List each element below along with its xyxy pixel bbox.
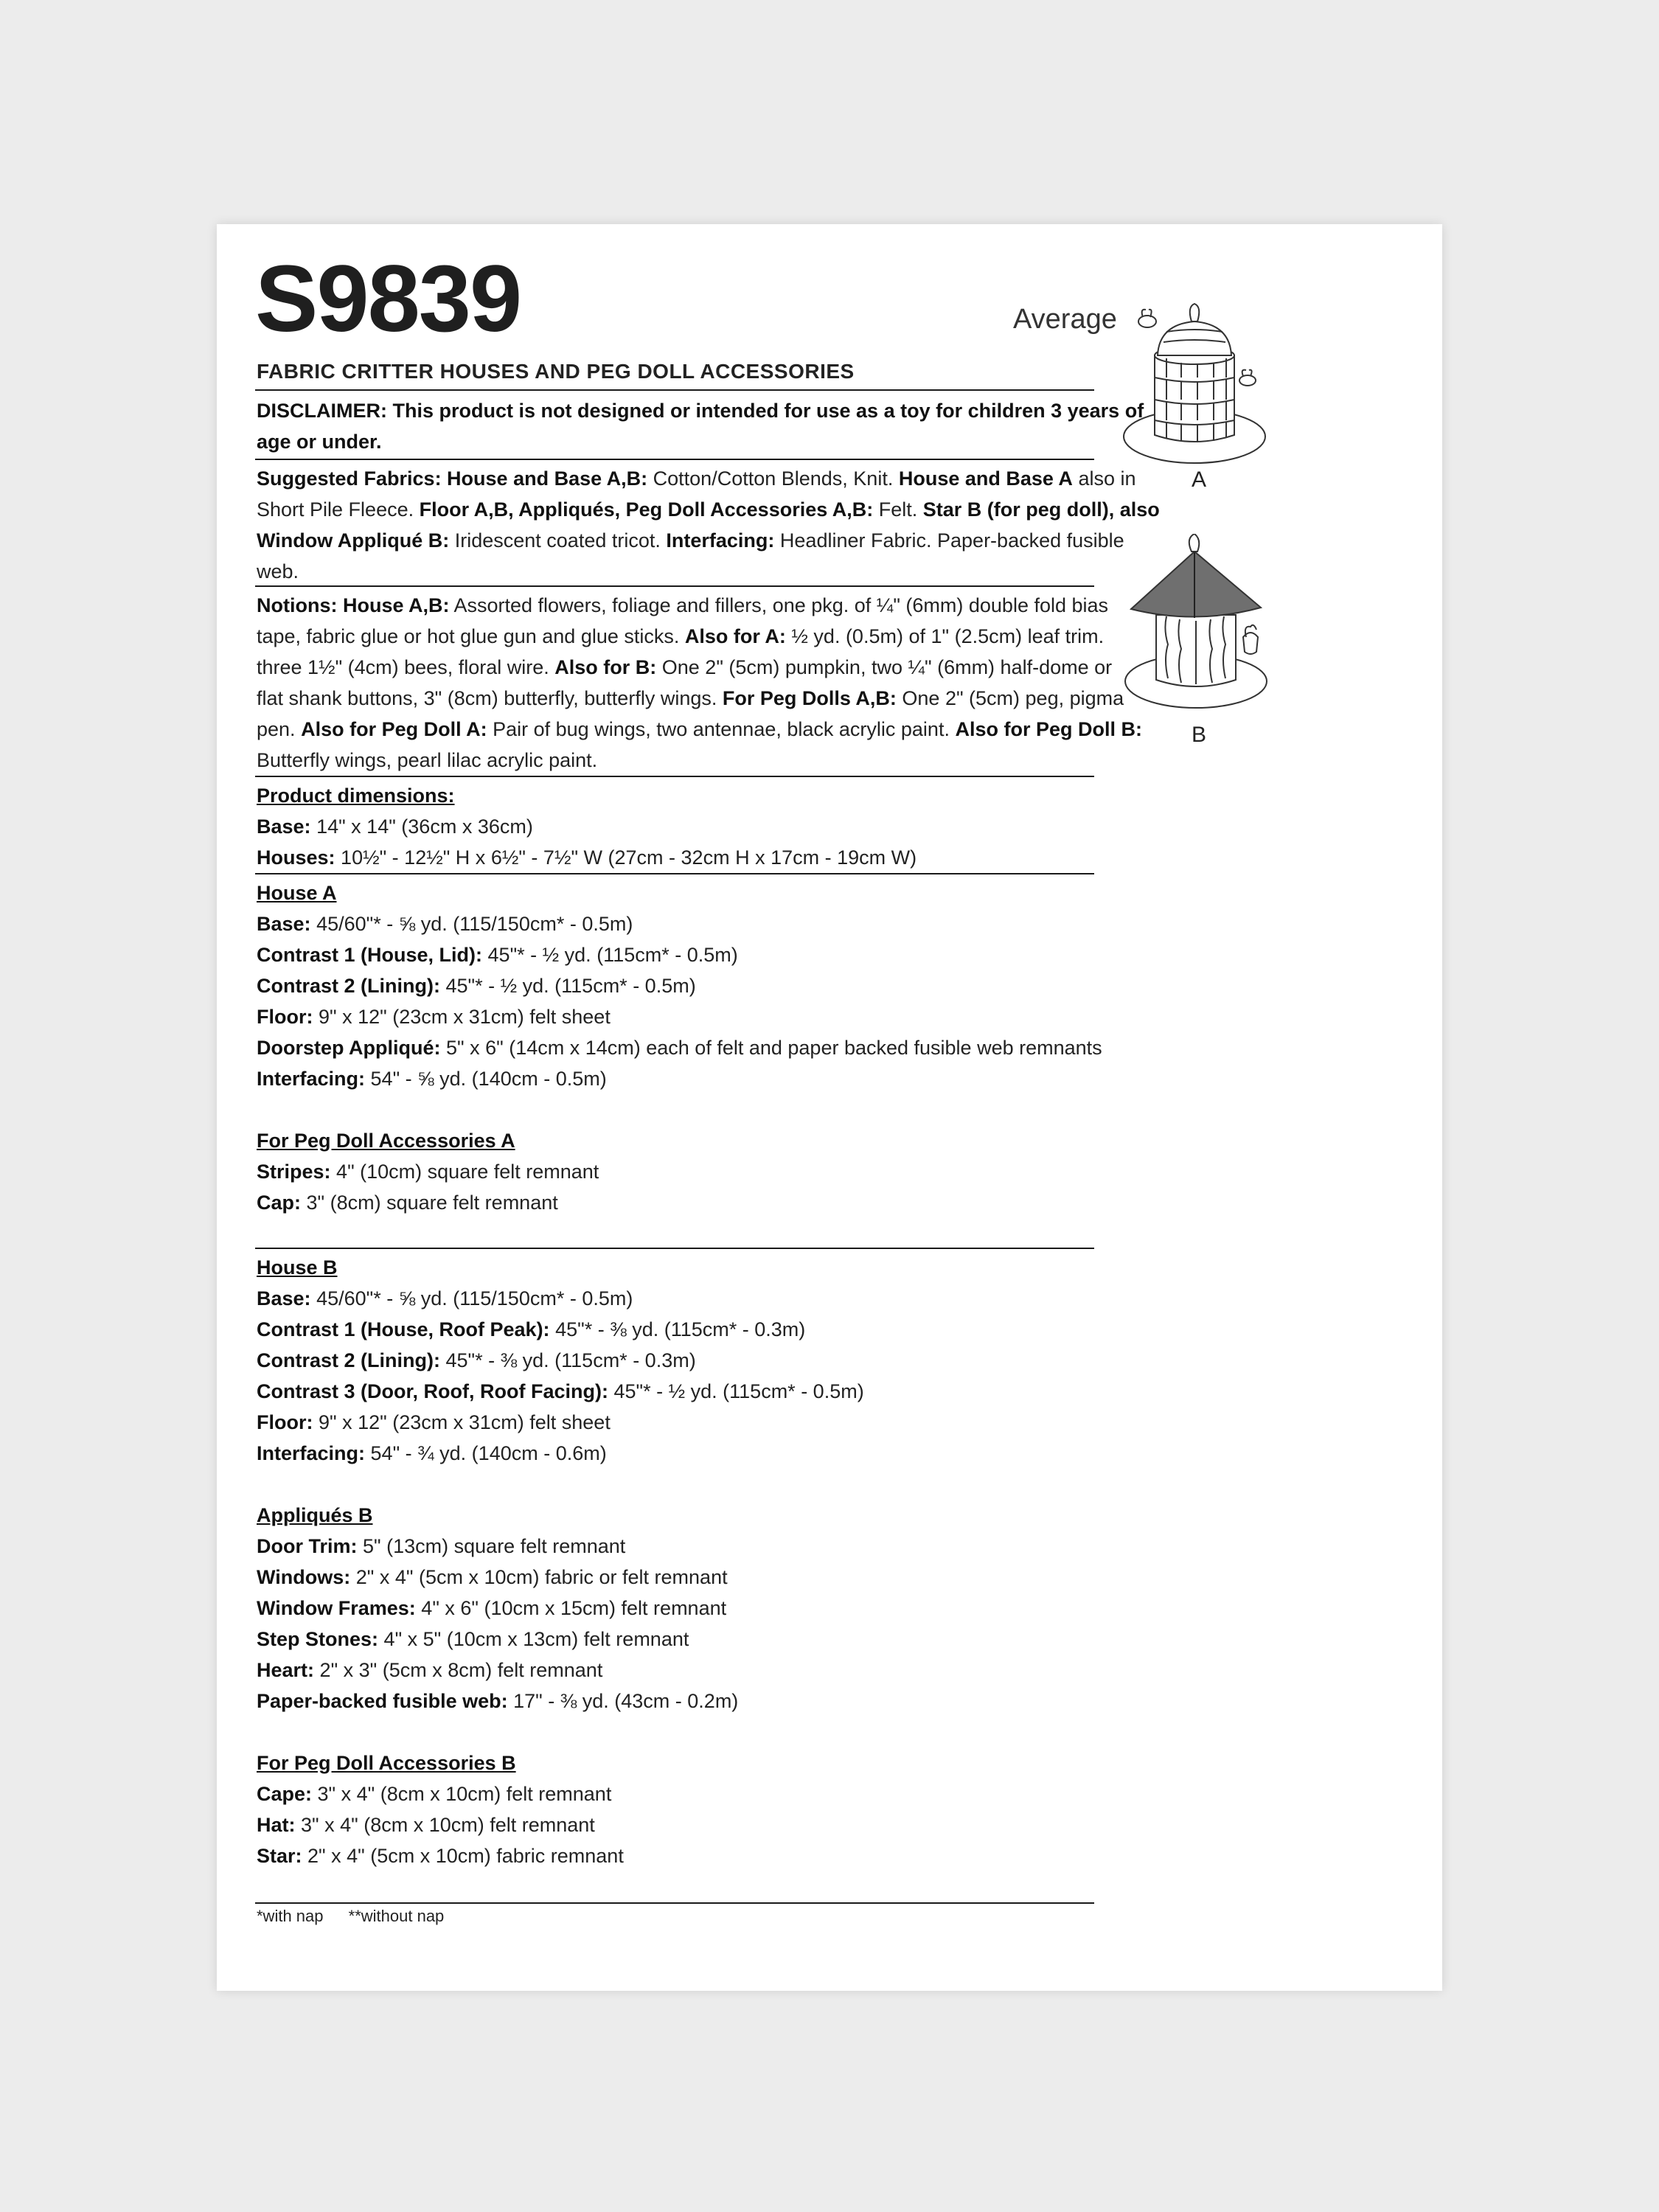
divider <box>255 1248 1094 1249</box>
divider <box>255 459 1094 460</box>
house-b-requirements <box>257 1252 1091 1469</box>
list-item: Interfacing: 54" - ¾ yd. (140cm - 0.6m) <box>257 1442 607 1464</box>
divider <box>255 585 1094 587</box>
list-item: Interfacing: 54" - ⅝ yd. (140cm - 0.5m) <box>257 1068 607 1090</box>
view-b-label: B <box>1191 723 1206 747</box>
list-item: Doorstep Appliqué: 5" x 6" (14cm x 14cm) each of felt and paper backed fusible web remnants <box>257 1037 1102 1059</box>
applique-b-requirements <box>257 1500 1091 1717</box>
list-item: Contrast 2 (Lining): 45"* - ½ yd. (115cm* - 0.5m) <box>257 975 696 997</box>
view-a-house-illustration <box>1121 296 1276 467</box>
section-heading: Appliqués B <box>257 1504 373 1526</box>
notions: Notions: House A,B: Assorted flowers, foliage and fillers, one pkg. of ¼" (6mm) double fold bias tape, fabric glue or hot glue gun and glue sticks. Also for A: ½ yd. (0.5m) of 1" (2.5cm) leaf trim. three 1½" (4cm) bees, floral wire. Also for B: One 2" (5cm) pumpkin, two ¼" (6mm) half-dome or flat shank buttons, 3" (8cm) butterfly, butterfly wings. For Peg Dolls A,B: One 2" (5cm) peg, pigma pen. Also for Peg Doll A: Pair of bug wings, two antennae, black acrylic paint. Also for Peg Doll B: Butterfly wings, pearl lilac acrylic paint. <box>257 594 1142 771</box>
suggested-fabrics: Suggested Fabrics: House and Base A,B: Cotton/Cotton Blends, Knit. House and Base A also in Short Pile Fleece. Floor A,B, Appliqués, Peg Doll Accessories A,B: Felt. Star B (for peg doll), also Window Appliqué B: Iridescent coated tricot. Interfacing: Headliner Fabric. Paper-backed fusible web. <box>257 467 1160 582</box>
list-item: Contrast 1 (House, Roof Peak): 45"* - ⅜ yd. (115cm* - 0.3m) <box>257 1318 806 1340</box>
list-item: Heart: 2" x 3" (5cm x 8cm) felt remnant <box>257 1659 603 1681</box>
difficulty-level: Average <box>1013 304 1117 335</box>
disclaimer: DISCLAIMER: This product is not designed or intended for use as a toy for children 3 years of age or under. <box>257 400 1144 453</box>
list-item: Cape: 3" x 4" (8cm x 10cm) felt remnant <box>257 1783 612 1805</box>
footnote-with-nap: *with nap <box>257 1907 324 1925</box>
list-item: Base: 45/60"* - ⅝ yd. (115/150cm* - 0.5m) <box>257 1287 633 1310</box>
pattern-envelope-back <box>217 224 1442 1991</box>
section-heading: House A <box>257 882 337 904</box>
product-dimensions: Product dimensions: Base: 14" x 14" (36cm x 36cm) Houses: 10½" - 12½" H x 6½" - 7½" W (27cm - 32cm H x 17cm - 19cm W) <box>257 785 917 869</box>
peg-doll-a-requirements <box>257 1125 1091 1218</box>
section-heading: Product dimensions: <box>257 785 455 807</box>
disclaimer-label: DISCLAIMER: <box>257 400 387 422</box>
list-item: Contrast 3 (Door, Roof, Roof Facing): 45"* - ½ yd. (115cm* - 0.5m) <box>257 1380 864 1402</box>
list-item: Contrast 1 (House, Lid): 45"* - ½ yd. (115cm* - 0.5m) <box>257 944 738 966</box>
list-item: Cap: 3" (8cm) square felt remnant <box>257 1192 558 1214</box>
list-item: Stripes: 4" (10cm) square felt remnant <box>257 1161 599 1183</box>
view-a-label: A <box>1191 467 1206 492</box>
section-heading: House B <box>257 1256 338 1279</box>
divider <box>255 873 1094 874</box>
divider <box>255 1902 1094 1904</box>
list-item: Contrast 2 (Lining): 45"* - ⅜ yd. (115cm* - 0.3m) <box>257 1349 696 1371</box>
section-heading: For Peg Doll Accessories A <box>257 1130 515 1152</box>
list-item: Floor: 9" x 12" (23cm x 31cm) felt sheet <box>257 1006 611 1028</box>
pattern-title: FABRIC CRITTER HOUSES AND PEG DOLL ACCESSORIES <box>257 360 855 383</box>
list-item: Hat: 3" x 4" (8cm x 10cm) felt remnant <box>257 1814 595 1836</box>
view-b-house-illustration <box>1121 534 1276 715</box>
list-item: Star: 2" x 4" (5cm x 10cm) fabric remnant <box>257 1845 624 1867</box>
divider <box>255 776 1094 777</box>
list-item: Door Trim: 5" (13cm) square felt remnant <box>257 1535 626 1557</box>
peg-doll-b-requirements <box>257 1747 1091 1871</box>
section-heading: For Peg Doll Accessories B <box>257 1752 516 1774</box>
divider <box>255 389 1094 391</box>
list-item: Window Frames: 4" x 6" (10cm x 15cm) felt remnant <box>257 1597 727 1619</box>
list-item: Paper-backed fusible web: 17" - ⅜ yd. (43cm - 0.2m) <box>257 1690 739 1712</box>
list-item: Step Stones: 4" x 5" (10cm x 13cm) felt remnant <box>257 1628 689 1650</box>
list-item: Windows: 2" x 4" (5cm x 10cm) fabric or felt remnant <box>257 1566 728 1588</box>
pattern-number: S9839 <box>255 246 521 352</box>
footnotes <box>257 1907 465 1926</box>
house-a-requirements <box>257 877 1102 1094</box>
list-item: Base: 45/60"* - ⅝ yd. (115/150cm* - 0.5m) <box>257 913 633 935</box>
footnote-without-nap: **without nap <box>348 1907 445 1925</box>
list-item: Floor: 9" x 12" (23cm x 31cm) felt sheet <box>257 1411 611 1433</box>
